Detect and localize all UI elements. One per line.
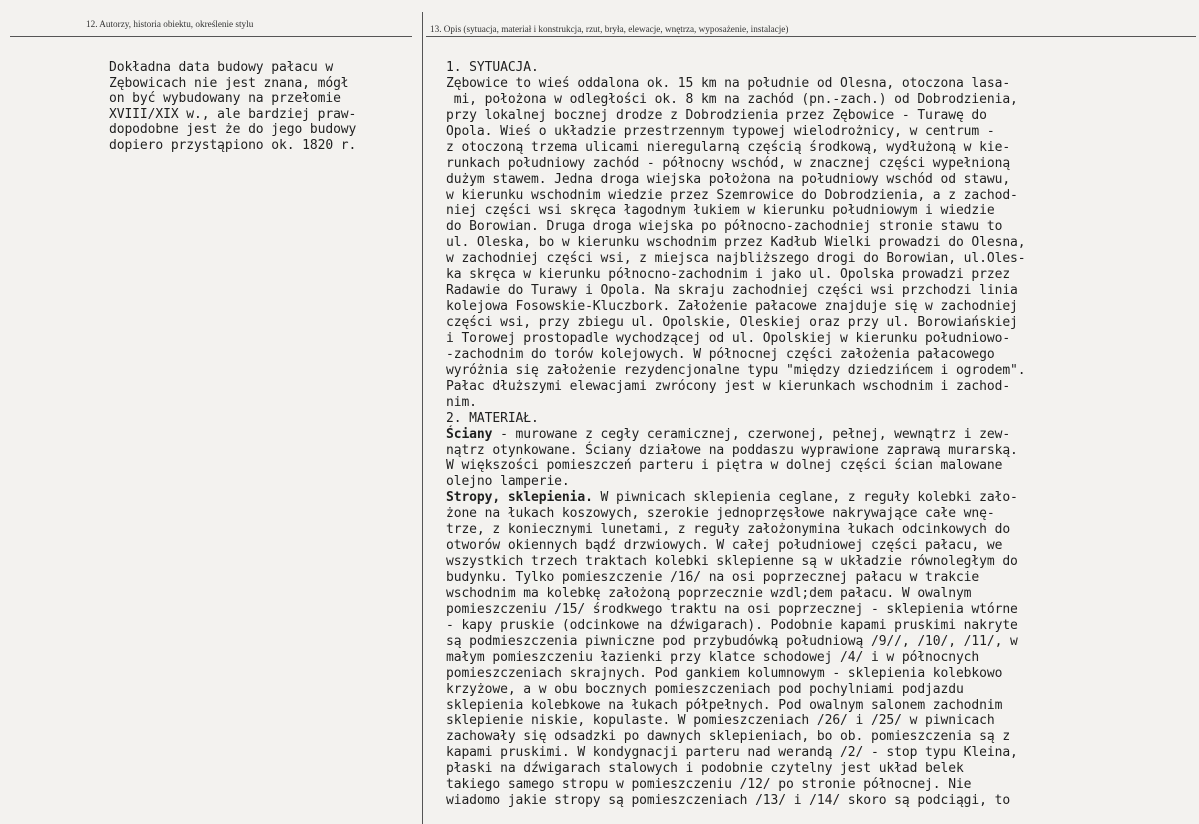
description-line	[446, 490, 1176, 506]
description-line: pomieszczeniach skrajnych. Pod gankiem kolumnowym - sklepienia kolebkowo	[446, 665, 1003, 681]
description-line: wszystkich trzech traktach kolebki sklepienne są w układzie równoległym do	[446, 554, 1018, 570]
description-line: nim.	[446, 394, 477, 410]
description-line-text: W piwnicach sklepienia ceglane, z reguły kolebki zało-	[592, 490, 1018, 506]
description-line: ul. Oleska, bo w kierunku wschodnim przez Kadłub Wielki prowadzi do Olesna,	[446, 235, 1026, 251]
description-line: nątrz otynkowane. Ściany działowe na poddaszu wyprawione zaprawą murarską.	[446, 442, 1018, 458]
description-line: ka skręca w kierunku północno-zachodnim i jako ul. Opolska prowadzi przez	[446, 267, 1011, 283]
description-line: trze, z koniecznymi lunetami, z reguły założonymina łukach odcinkowych do	[446, 522, 1011, 538]
header-rule-right	[426, 36, 1196, 37]
description-line: Radawie do Turawy i Opola. Na skraju zachodniej części wsi przchodzi linia	[446, 283, 1018, 299]
history-line: Dokładna data budowy pałacu w	[109, 60, 334, 75]
description-line: Pałac dłuższymi elewacjami zwrócony jest w kierunkach wschodnim i zachod-	[446, 378, 1011, 394]
description-line: 2. MATERIAŁ.	[446, 410, 539, 426]
description-line: płaski na dźwigarach stalowych i podobnie czytelny jest układ belek	[446, 761, 964, 777]
section-12-header: 12. Autorzy, historia obiektu, określenie stylu	[86, 19, 254, 29]
description-line: przy lokalnej bocznej drodze z Dobrodzienia przez Zębowice - Turawę do	[446, 107, 987, 123]
description-line: - kapy pruskie (odcinkowe na dźwigarach). Podobnie kapami pruskimi nakryte	[446, 617, 1018, 633]
description-line: do Borowian. Druga droga wiejska po północno-zachodniej stronie stawu to	[446, 219, 1003, 235]
description-line: wyróżnia się założenie rezydencjonalne typu "między dziedzińcem i ogrodem".	[446, 362, 1026, 378]
header-rule-left	[10, 36, 412, 37]
history-text	[109, 60, 409, 154]
column-divider	[422, 12, 423, 824]
description-line: mi, położona w odległości ok. 8 km na zachód (pn.-zach.) od Dobrodzienia,	[446, 91, 1018, 107]
description-line: wschodnim ma kolebkę założoną poprzecznie wzdl;dem pałacu. W owalnym	[446, 585, 972, 601]
description-line: sklepienia kolebkowe na łukach półpełnych. Pod owalnym salonem zachodnim	[446, 697, 1003, 713]
description-line: i Torowej prostopadle wychodzącej od ul. Opolskiej w kierunku południowo-	[446, 330, 1011, 346]
history-line: XVIII/XIX w., ale bardziej praw-	[109, 106, 357, 122]
description-line: w zachodniej części wsi, z miejsca najbliższego drogi do Borowian, ul.Oles-	[446, 251, 1026, 267]
description-line: budynku. Tylko pomieszczenie /16/ na osi poprzecznej pałacu w trakcie	[446, 570, 980, 585]
description-line: olejno lamperie.	[446, 474, 570, 490]
section-13-header: 13. Opis (sytuacja, materiał i konstrukcja, rzut, bryła, elewacje, wnętrza, wyposażenie, instalacje)	[430, 24, 789, 34]
description-line: zachowały się odsadzki po dawnych sklepieniach, bo ob. pomieszczenia są z	[446, 729, 1011, 745]
description-line: Zębowice to wieś oddalona ok. 15 km na południe od Olesna, otoczona lasa-	[446, 75, 1011, 91]
description-line: krzyżowe, a w obu bocznych pomieszczeniach pod pochylniami podjazdu	[446, 681, 964, 697]
description-line: W większości pomieszczeń parteru i piętra w dolnej części ścian malowane	[446, 458, 1003, 474]
history-line: dopiero przystąpiono ok. 1820 r.	[109, 137, 357, 153]
description-line: niej części wsi skręca łagodnym łukiem w kierunku południowym i wiedzie	[446, 203, 995, 219]
description-line: sklepienie niskie, kopulaste. W pomieszczeniach /26/ i /25/ w piwnicach	[446, 713, 995, 729]
description-line	[446, 427, 1176, 443]
history-line: dopodobne jest że do jego budowy	[109, 122, 357, 138]
description-line: kolejowa Fosowskie-Kluczbork. Założenie pałacowe znajduje się w zachodniej	[446, 299, 1018, 315]
description-line: wiadomo jakie stropy są pomieszczeniach /13/ i /14/ skoro są podciągi, to	[446, 793, 1011, 809]
description-line: Opola. Wieś o układzie przestrzennym typowej wielodrożnicy, w centrum -	[446, 123, 995, 139]
description-line: takiego samego stropu w pomieszczeniu /12/ po stronie północnej. Nie	[446, 777, 972, 793]
description-line: z otoczoną trzema ulicami nieregularną częścią środkową, wydłużoną w kie-	[446, 139, 1011, 155]
history-line: Zębowicach nie jest znana, mógł	[109, 75, 349, 91]
description-line-text: - murowane z cegły ceramicznej, czerwonej, pełnej, wewnątrz i zew-	[492, 426, 1011, 442]
description-line: 1. SYTUACJA.	[446, 60, 539, 75]
description-line: małym pomieszczeniu łazienki przy klatce schodowej /4/ i w północnych	[446, 649, 980, 665]
history-line: on być wybudowany na przełomie	[109, 91, 341, 107]
description-text	[446, 60, 1176, 809]
description-line-heading: Stropy, sklepienia.	[446, 490, 593, 506]
description-line: otworów okiennych bądź drzwiowych. W całej południowej części pałacu, we	[446, 538, 1003, 554]
description-line: żone na łukach koszowych, szerokie jednoprzęsłowe nakrywające całe wnę-	[446, 506, 995, 522]
description-line: w kierunku wschodnim wiedzie przez Szemrowice do Dobrodzienia, a z zachod-	[446, 187, 1018, 203]
description-line: dużym stawem. Jedna droga wiejska położona na południowy wschód od stawu,	[446, 171, 1011, 187]
description-line: runkach południowy zachód - północny wschód, w znacznej części wypełnioną	[446, 155, 1011, 171]
description-line: są podmieszczenia piwniczne pod przybudówką południową /9//, /10/, /11/, w	[446, 633, 1018, 649]
description-line: części wsi, przy zbiegu ul. Opolskie, Oleskiej oraz przy ul. Borowiańskiej	[446, 315, 1018, 330]
description-line: -zachodnim do torów kolejowych. W północnej części założenia pałacowego	[446, 346, 995, 362]
description-line-heading: Ściany	[446, 426, 493, 442]
description-line: kapami pruskimi. W kondygnacji parteru nad werandą /2/ - stop typu Kleina,	[446, 745, 1018, 761]
description-line: pomieszczeniu /15/ środkwego traktu na osi poprzecznej - sklepienia wtórne	[446, 601, 1018, 617]
